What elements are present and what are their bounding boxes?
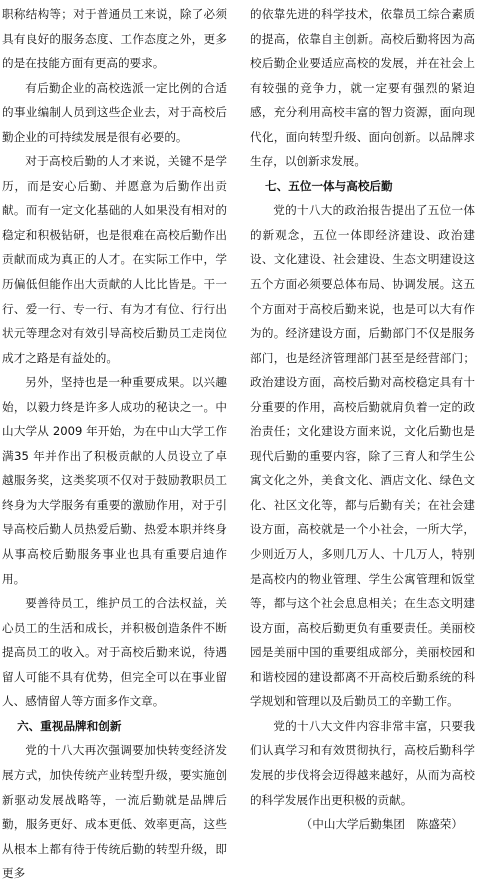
left-paragraph-4: 另外，坚持也是一种重要成果。以兴趣始，以毅力终是许多人成功的秘诀之一。中山大学从 2009 年开始，为在中山大学工作满35 年并作出了积极贡献的人员设立了卓越服务奖，这类奖项不仅对于鼓励教职员工终身为大学服务有重要的激励作用，对于引导高校后勤人员热爱后勤、热爱本职并终身从事高校后勤服务事业也具有重要启迪作用。 [2, 375, 227, 586]
left-paragraph-6: 党的十八大再次强调要加快转变经济发展方式，加快传统产业转型升级，要实施创新驱动发展战略等，一流后勤就是品牌后勤，服务更好、成本更低、效率更高，这些从根本上都有待于传统后勤的转型升级，即更多 [2, 743, 227, 881]
left-paragraph-5: 要善待员工，维护员工的合法权益，关心员工的生活和成长，并积极创造条件不断提高员工的收入。对于高校后勤来说，待遇留人可能不具有优势，但完全可以在事业留人、感情留人等方面多作文章。 [2, 596, 227, 709]
left-paragraph-2: 有后勤企业的高校选派一定比例的合适的事业编制人员到这些企业去，对于高校后勤企业的可持续发展是很有必要的。 [2, 80, 227, 144]
author-signature: （中山大学后勤集团 陈盛荣） [300, 817, 463, 832]
section-heading-7: 七、五位一体与高校后勤 [265, 178, 393, 193]
section-heading-6: 六、重视品牌和创新 [17, 718, 122, 733]
left-column [2, 2, 227, 886]
right-paragraph-1: 的依靠先进的科学技术，依靠员工综合素质的提高，依靠自主创新。高校后勤将因为高校后勤企业要适应高校的发展，并在社会上有较强的竞争力，就一定要有强烈的紧迫感，充分利用高校丰富的智力资源，面向现代化，面向转型升级、面向创新。以品牌求生存，以创新求发展。 [250, 7, 475, 169]
left-paragraph-3: 对于高校后勤的人才来说，关键不是学历，而是安心后勤、并愿意为后勤作出贡献。而有一定文化基础的人如果没有相对的稳定和积极钻研，也是很难在高校后勤作出贡献而成为真正的人才。在实际工作中，学历偏低但能作出大贡献的人比比皆是。干一行、爱一行、专一行、有为才有位、行行出状元等理念对有效引导高校后勤员工走岗位成才之路是有益处的。 [2, 154, 227, 365]
right-paragraph-3: 党的十八大文件内容非常丰富，只要我们认真学习和有效贯彻执行，高校后勤科学发展的步伐将会迈得越来越好，从而为高校的科学发展作出更积极的贡献。 [250, 718, 475, 807]
right-paragraph-2: 党的十八大的政治报告提出了五位一体的新观念，五位一体即经济建设、政治建设、文化建设、社会建设、生态文明建设这五个方面必须要总体布局、协调发展。这五个方面对于高校后勤来说，也是可以大有作为的。经济建设方面，后勤部门不仅是服务部门，也是经济管理部门甚至是经营部门；政治建设方面，高校后勤对高校稳定具有十分重要的作用，高校后勤就肩负着一定的政治责任；文化建设方面来说，文化后勤也是现代后勤的重要内容，除了三育人和学生公寓文化之外，美食文化、酒店文化、绿色文化、社区文化等，都与后勤有关；在社会建设方面，高校就是一个小社会，一所大学，少则近万人，多则几万人、十几万人，特别是高校内的物业管理、学生公寓管理和饭堂等，都与这个社会息息相关；在生态文明建设方面，高校后勤更负有重要责任。美丽校园是美丽中国的重要组成部分，美丽校园和和谐校园的建设都离不开高校后勤系统的科学规划和管理以及后勤员工的辛勤工作。 [250, 203, 475, 709]
left-paragraph-1: 职称结构等；对于普通员工来说，除了必须具有良好的服务态度、工作态度之外，更多的是在技能方面有更高的要求。 [2, 7, 227, 71]
right-column [250, 2, 475, 837]
